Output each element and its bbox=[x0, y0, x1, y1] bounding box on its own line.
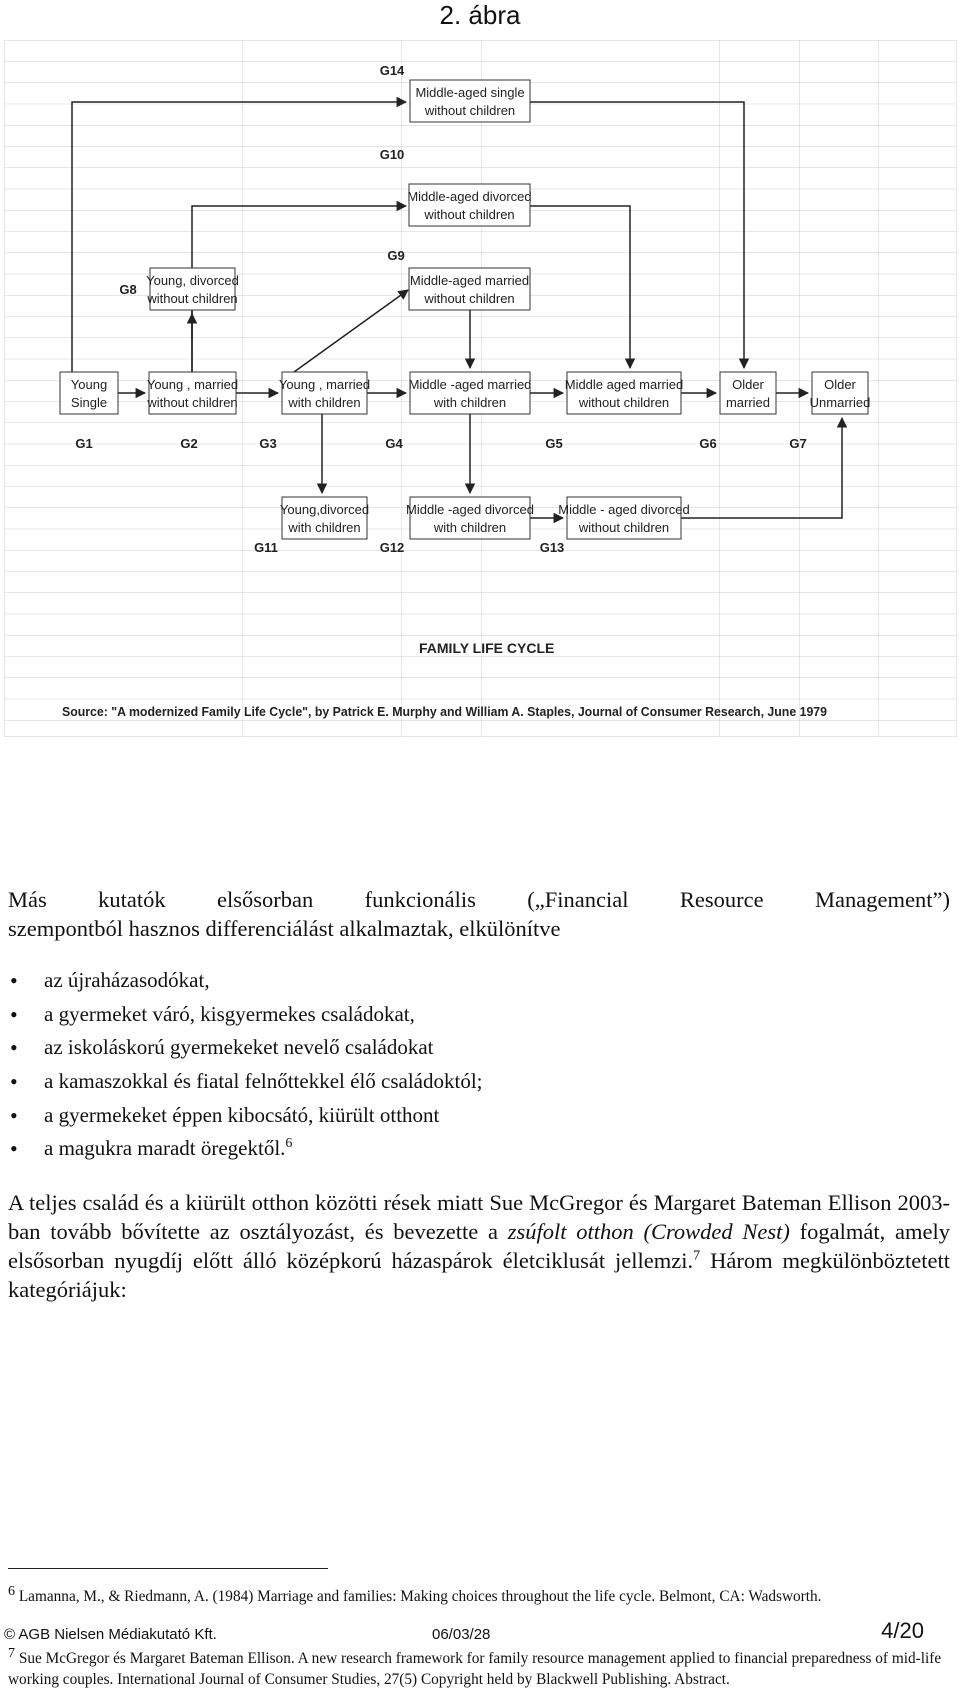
node-g1 bbox=[60, 372, 118, 414]
node-text: with children bbox=[433, 520, 507, 535]
stage-label-g3: G3 bbox=[259, 436, 277, 451]
node-text: Young , married bbox=[278, 377, 371, 392]
stage-label-g8: G8 bbox=[119, 282, 137, 297]
node-text: Unmarried bbox=[809, 395, 871, 410]
figure-title: FAMILY LIFE CYCLE bbox=[419, 640, 555, 656]
node-text: Middle -aged divorced bbox=[406, 502, 534, 517]
figure-source: Source: "A modernized Family Life Cycle", by Patrick E. Murphy and William A. Staples, Journal of Consumer Research, June 1979 bbox=[62, 705, 828, 719]
paragraph-italic-term: zsúfolt otthon (Crowded Nest) bbox=[507, 1219, 790, 1244]
node-text: Middle-aged divorced bbox=[407, 189, 532, 204]
intro-word: elsősorban bbox=[217, 887, 314, 912]
intro-line-2: szempontból hasznos differenciálást alkalmaztak, elkülönítve bbox=[8, 916, 561, 941]
intro-word: Más bbox=[8, 887, 47, 912]
node-g10 bbox=[407, 184, 531, 226]
node-g2 bbox=[146, 372, 238, 414]
bullet-item: • a kamaszokkal és fiatal felnőttekkel élő családoktól; bbox=[0, 1065, 483, 1099]
node-g7 bbox=[810, 372, 871, 414]
footer-page-number: 4/20 bbox=[881, 1618, 924, 1643]
node-text: without children bbox=[147, 395, 238, 410]
node-text: Middle -aged married bbox=[408, 377, 532, 392]
bullet-list bbox=[0, 964, 483, 1166]
stage-label-g4: G4 bbox=[385, 436, 403, 451]
main-paragraph bbox=[8, 1188, 950, 1304]
node-text: with children bbox=[288, 520, 361, 535]
footer-company: © AGB Nielsen Médiakutató Kft. bbox=[4, 1626, 217, 1643]
footnote-7 bbox=[8, 1645, 943, 1690]
paragraph-text-3: Három megkülönböztetett kategóriájuk: bbox=[8, 1248, 951, 1302]
node-text: with children bbox=[288, 395, 361, 410]
node-text: Middle aged married bbox=[564, 377, 684, 392]
node-g12 bbox=[406, 497, 534, 539]
intro-word: Resource bbox=[679, 887, 764, 912]
paragraph-text-1: A teljes család és a kiürült otthon közötti rések miatt Sue McGregor és Margaret Bateman Ellison 2003-ban tovább bővítette az osztályozást, és bevezette a bbox=[8, 1190, 950, 1244]
stage-label-g5: G5 bbox=[545, 436, 563, 451]
stage-label-g10: G10 bbox=[379, 147, 405, 162]
stage-label-g13: G13 bbox=[539, 540, 565, 555]
stage-label-g9: G9 bbox=[387, 248, 405, 263]
stage-label-g14: G14 bbox=[379, 63, 405, 78]
footnote-ref-6: 6 bbox=[285, 1136, 293, 1152]
bullet-item: • a gyermeket váró, kisgyermekes családokat, bbox=[0, 998, 483, 1032]
node-g9 bbox=[409, 268, 530, 310]
footnote-divider bbox=[8, 1568, 328, 1569]
stage-label-g6: G6 bbox=[699, 436, 717, 451]
stage-label-g11: G11 bbox=[254, 540, 278, 555]
family-life-cycle-figure bbox=[4, 40, 957, 737]
bullet-item: • az iskoláskorú gyermekeket nevelő családokat bbox=[0, 1031, 483, 1065]
node-g5 bbox=[565, 372, 684, 414]
node-g14 bbox=[410, 80, 530, 122]
node-g11 bbox=[280, 497, 369, 539]
intro-paragraph bbox=[8, 885, 950, 943]
stage-label-g2: G2 bbox=[180, 436, 198, 451]
node-g13 bbox=[558, 497, 690, 539]
footnote-6 bbox=[8, 1583, 943, 1607]
footnote-text: Lamanna, M., & Riedmann, A. (1984) Marriage and families: Making choices throughout the life cycle. Belmont, CA: Wadsworth. bbox=[15, 1588, 822, 1605]
node-g4 bbox=[409, 372, 532, 414]
node-text: Older bbox=[732, 377, 764, 392]
node-g3 bbox=[279, 372, 370, 414]
page-title: 2. ábra bbox=[439, 0, 521, 30]
node-text: married bbox=[725, 395, 771, 410]
node-text: Middle-aged married bbox=[409, 273, 530, 288]
footnote-text: Sue McGregor és Margaret Bateman Ellison. A new research framework for family resource management applied to financial preparedness of mid-life working couples. International Journal of Consumer Studies, 27(5) Copyright held by Blackwell Publishing. Abstract. bbox=[8, 1650, 942, 1688]
intro-word: („Financial bbox=[527, 887, 629, 912]
footer-date: 06/03/28 bbox=[432, 1626, 491, 1643]
node-text: without children bbox=[424, 291, 515, 306]
intro-word: Management”) bbox=[815, 887, 950, 912]
page-footer bbox=[4, 1618, 954, 1643]
node-g6 bbox=[720, 372, 776, 414]
node-text: Middle-aged single bbox=[415, 85, 525, 100]
node-text: Young , married bbox=[146, 377, 239, 392]
bullet-text: a magukra maradt öregektől. bbox=[44, 1136, 286, 1161]
paragraph-text-2: fogalmát, amely elsősorban nyugdíj előtt álló középkorú házaspárok életciklusát jellemzi. bbox=[8, 1219, 950, 1273]
intro-word: kutatók bbox=[98, 887, 166, 912]
node-text: Young, divorced bbox=[146, 273, 239, 288]
intro-word: funkcionális bbox=[364, 887, 476, 912]
node-text: without children bbox=[147, 291, 238, 306]
node-text: Older bbox=[824, 377, 856, 392]
stage-label-g1: G1 bbox=[75, 436, 93, 451]
node-text: without children bbox=[424, 103, 516, 118]
node-text: Young bbox=[70, 377, 108, 392]
bullet-item bbox=[0, 1132, 483, 1166]
node-text: Middle - aged divorced bbox=[558, 502, 690, 517]
node-text: with children bbox=[433, 395, 507, 410]
node-text: Single bbox=[70, 395, 108, 410]
bullet-item: • a gyermekeket éppen kibocsátó, kiürült otthont bbox=[0, 1099, 483, 1133]
node-text: without children bbox=[578, 395, 670, 410]
node-g8 bbox=[146, 268, 239, 310]
stage-label-g12: G12 bbox=[379, 540, 405, 555]
bullet-item: • az újraházasodókat, bbox=[0, 964, 483, 998]
node-text: Young,divorced bbox=[279, 502, 370, 517]
intro-line-1 bbox=[8, 885, 950, 914]
footnote-number: 6 bbox=[8, 1583, 15, 1599]
footnote-ref-7: 7 bbox=[693, 1248, 701, 1264]
node-text: without children bbox=[578, 520, 670, 535]
node-text: without children bbox=[424, 207, 515, 222]
stage-label-g7: G7 bbox=[789, 436, 807, 451]
footnote-number: 7 bbox=[8, 1645, 15, 1661]
